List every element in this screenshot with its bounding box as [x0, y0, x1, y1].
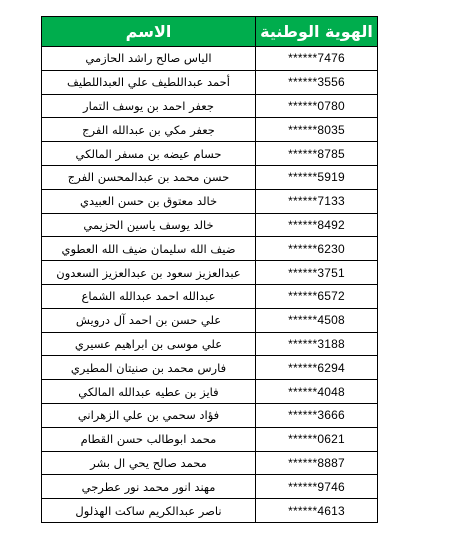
masked-national-id-cell: ******4508	[256, 308, 378, 332]
person-name-cell: خالد يوسف ياسين الحزيمي	[42, 213, 256, 237]
table-row	[42, 380, 378, 404]
table-row	[42, 47, 378, 71]
masked-national-id-cell: ******3188	[256, 332, 378, 356]
table-row	[42, 213, 378, 237]
masked-national-id-cell: ******6572	[256, 284, 378, 308]
masked-national-id-cell: ******0621	[256, 427, 378, 451]
table-row	[42, 499, 378, 523]
masked-national-id-cell: ******6230	[256, 237, 378, 261]
table-row	[42, 142, 378, 166]
person-name-cell: فارس محمد بن صنيتان المطيري	[42, 356, 256, 380]
person-name-cell: خالد معتوق بن حسن العبيدي	[42, 189, 256, 213]
table-row	[42, 261, 378, 285]
national-id-sheet	[41, 16, 377, 523]
names-ids-table	[41, 16, 378, 523]
header-row	[42, 17, 378, 47]
masked-national-id-cell: ******4613	[256, 499, 378, 523]
person-name-cell: محمد صالح يحي ال بشر	[42, 451, 256, 475]
table-row	[42, 475, 378, 499]
person-name-cell: عبدالعزيز سعود بن عبدالعزيز السعدون	[42, 261, 256, 285]
masked-national-id-cell: ******3556	[256, 70, 378, 94]
person-name-cell: حسام عيضه بن مسفر المالكي	[42, 142, 256, 166]
table-row	[42, 427, 378, 451]
table-row	[42, 356, 378, 380]
person-name-cell: ضيف الله سليمان ضيف الله العطوي	[42, 237, 256, 261]
person-name-cell: علي حسن بن احمد آل درويش	[42, 308, 256, 332]
person-name-cell: الياس صالح راشد الحازمي	[42, 47, 256, 71]
masked-national-id-cell: ******5919	[256, 165, 378, 189]
table-body	[42, 47, 378, 523]
table-row	[42, 403, 378, 427]
table-row	[42, 189, 378, 213]
masked-national-id-cell: ******8492	[256, 213, 378, 237]
table-row	[42, 284, 378, 308]
person-name-cell: مهند انور محمد نور عطرجي	[42, 475, 256, 499]
masked-national-id-cell: ******4048	[256, 380, 378, 404]
person-name-cell: علي موسى بن ابراهيم عسيري	[42, 332, 256, 356]
table-row	[42, 94, 378, 118]
masked-national-id-cell: ******8887	[256, 451, 378, 475]
masked-national-id-cell: ******6294	[256, 356, 378, 380]
table-row	[42, 332, 378, 356]
table-row	[42, 70, 378, 94]
person-name-cell: جعفر احمد بن يوسف التمار	[42, 94, 256, 118]
person-name-cell: فؤاد سحمي بن علي الزهراني	[42, 403, 256, 427]
national-id-column-header: الهوية الوطنية	[256, 17, 378, 47]
masked-national-id-cell: ******7476	[256, 47, 378, 71]
masked-national-id-cell: ******8035	[256, 118, 378, 142]
table-row	[42, 165, 378, 189]
person-name-cell: حسن محمد بن عبدالمحسن الفرج	[42, 165, 256, 189]
masked-national-id-cell: ******8785	[256, 142, 378, 166]
name-column-header: الاسم	[42, 17, 256, 47]
table-row	[42, 451, 378, 475]
person-name-cell: عبدالله احمد عبدالله الشماع	[42, 284, 256, 308]
masked-national-id-cell: ******0780	[256, 94, 378, 118]
masked-national-id-cell: ******7133	[256, 189, 378, 213]
person-name-cell: فايز بن عطيه عبدالله المالكي	[42, 380, 256, 404]
table-row	[42, 118, 378, 142]
person-name-cell: أحمد عبداللطيف علي العبداللطيف	[42, 70, 256, 94]
masked-national-id-cell: ******3666	[256, 403, 378, 427]
person-name-cell: محمد ابوطالب حسن القطام	[42, 427, 256, 451]
table-row	[42, 237, 378, 261]
person-name-cell: جعفر مكي بن عبدالله الفرج	[42, 118, 256, 142]
masked-national-id-cell: ******3751	[256, 261, 378, 285]
masked-national-id-cell: ******9746	[256, 475, 378, 499]
table-row	[42, 308, 378, 332]
person-name-cell: ناصر عبدالكريم ساكت الهذلول	[42, 499, 256, 523]
